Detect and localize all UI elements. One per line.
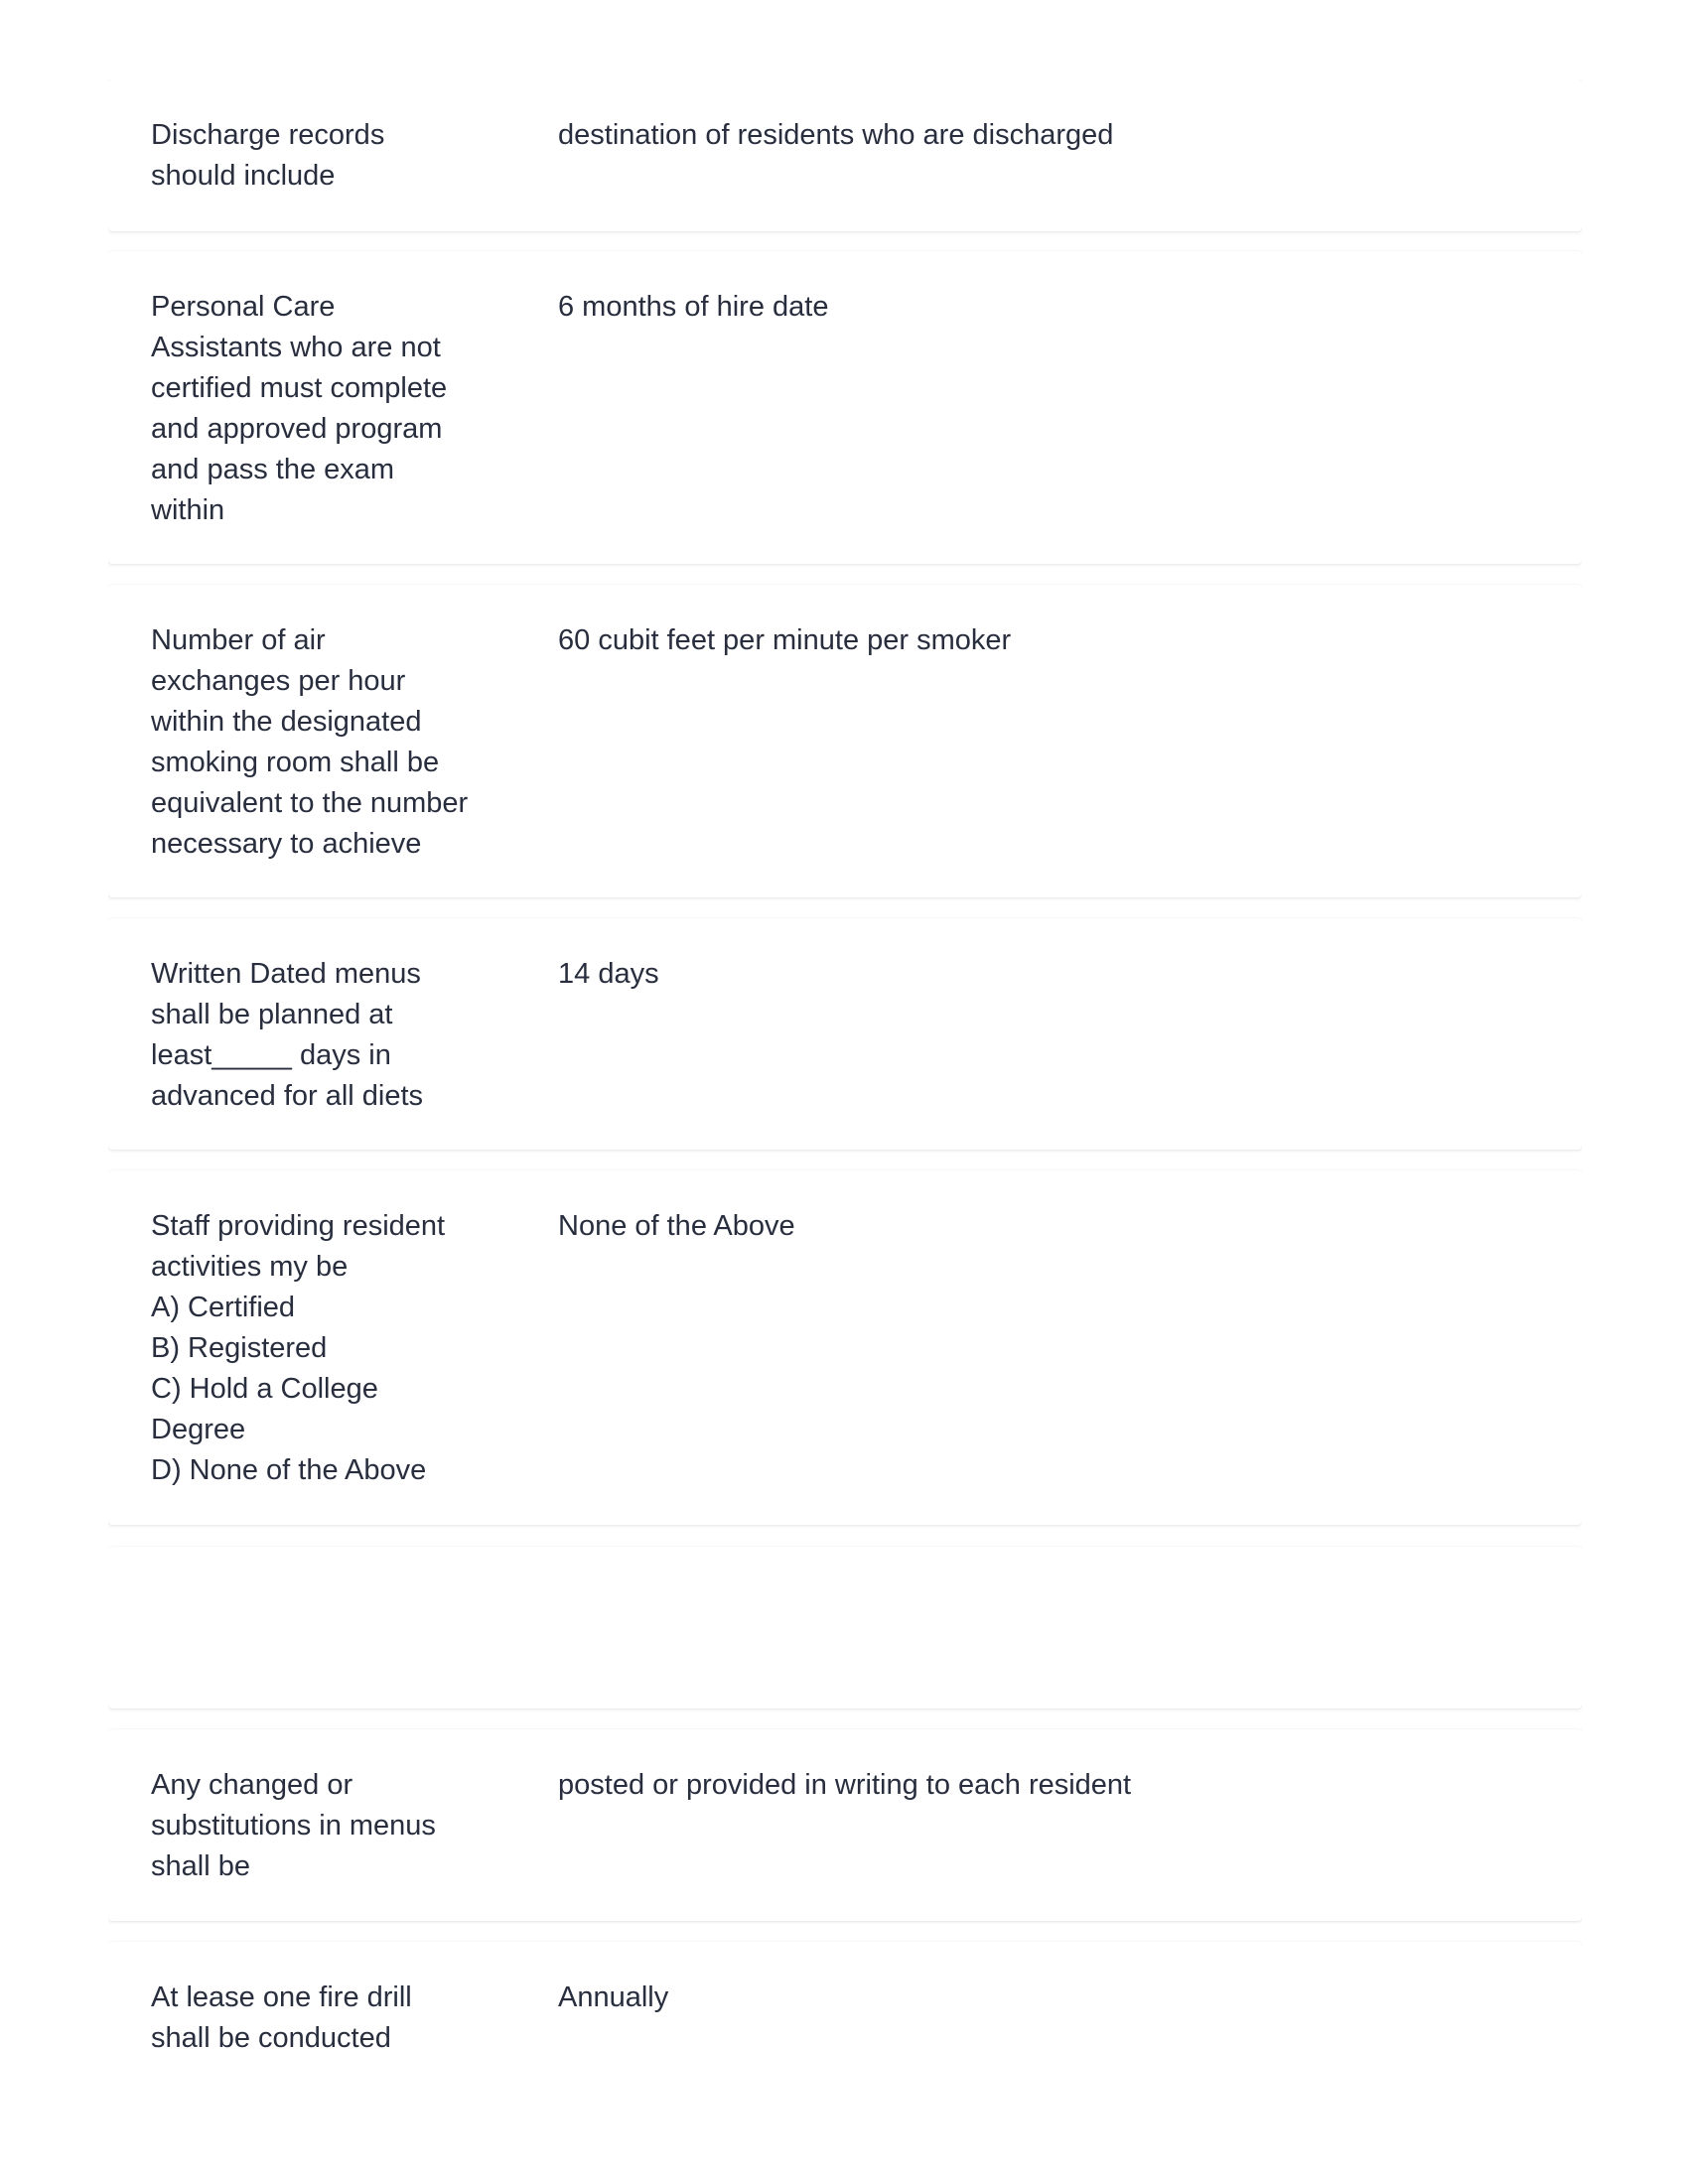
flashcard [108, 79, 1582, 231]
flashcard [108, 1729, 1582, 1921]
card-definition: 14 days [558, 958, 659, 990]
card-definition: 60 cubit feet per minute per smoker [558, 624, 1012, 656]
card-term: Personal Care Assistants who are not certified must complete and approved program and pass the exam within [151, 291, 448, 526]
card-term: Staff providing resident activities my be A) Certified B) Registered C) Hold a College Degree D) None of the Above [151, 1210, 446, 1486]
flashcard [108, 251, 1582, 564]
card-definition: Annually [558, 1981, 669, 2013]
flashcard [108, 585, 1582, 897]
card-term: At lease one fire drill shall be conducted [151, 1981, 412, 2054]
flashcard [108, 1942, 1582, 2105]
card-definition: 6 months of hire date [558, 291, 829, 323]
flashcard [108, 1170, 1582, 1525]
card-definition: None of the Above [558, 1210, 795, 1242]
card-term: Number of air exchanges per hour within the designated smoking room shall be equivalent to the number necessary to achieve [151, 624, 469, 860]
flashcard [108, 918, 1582, 1150]
flashcard-empty [108, 1547, 1582, 1708]
card-definition: posted or provided in writing to each resident [558, 1769, 1132, 1801]
card-term: Written Dated menus shall be planned at least_____ days in advanced for all diets [151, 958, 424, 1112]
card-term: Discharge records should include [151, 119, 385, 192]
card-term: Any changed or substitutions in menus shall be [151, 1769, 436, 1882]
flashcard-list [108, 79, 1582, 2105]
card-definition: destination of residents who are discharged [558, 119, 1114, 151]
